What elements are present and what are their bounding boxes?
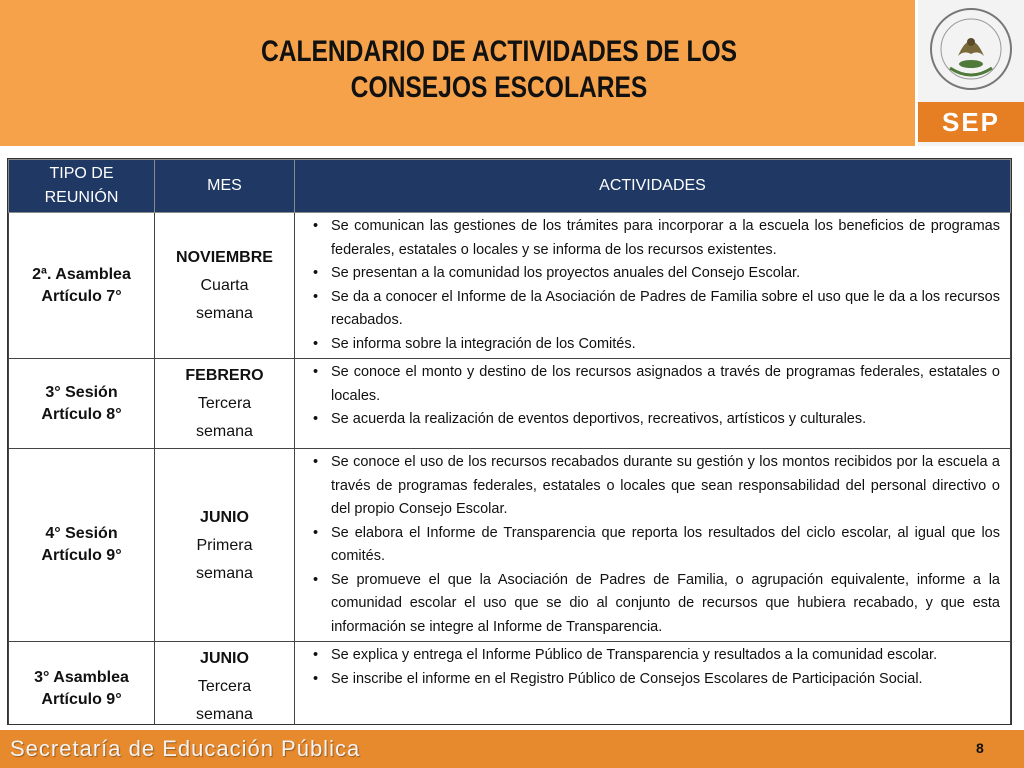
mes-label: FEBRERO [185,367,264,384]
semana-label: Tercera [197,678,252,695]
actividades-cell [295,449,1011,642]
tipo-label: 3° Sesión [45,383,118,401]
actividades-cell [295,359,1011,449]
activity-item: • Se informa sobre la integración de los Comités. [331,333,1000,357]
page-number: 8 [976,740,984,756]
articulo-label: Artículo 9° [41,547,122,564]
mes-label: JUNIO [200,650,249,667]
activity-item: • Se elabora el Informe de Transparencia que reporta los resultados del ciclo escolar, al igual que los comités. [331,522,1000,569]
national-seal-icon [928,6,1014,92]
sep-logo-text: SEP [918,102,1024,142]
articulo-label: Artículo 7° [41,287,122,305]
mes-cell [155,359,295,449]
column-header-actividades: ACTIVIDADES [295,160,1011,213]
activity-item: • Se presentan a la comunidad los proyectos anuales del Consejo Escolar. [331,262,1000,286]
mes-label: JUNIO [200,508,249,526]
tipo-cell [9,359,155,449]
table-row [9,359,1011,449]
semana-label: Cuarta [200,277,249,294]
activity-item: • Se conoce el uso de los recursos recabados durante su gestión y los montos recibidos por la escuela a través de programas federales, estatales o locales que sean responsabilidad del personal directivo o del propio Consejo Escolar. [331,451,1000,522]
tipo-label: 3° Asamblea [34,668,129,686]
mes-cell [155,213,295,359]
sep-logo [918,0,1024,146]
articulo-label: Artículo 8° [41,405,122,423]
articulo-label: Artículo 9° [41,690,122,708]
mes-label: NOVIEMBRE [176,249,273,266]
footer-institution-name: Secretaría de Educación Pública [10,736,361,761]
activities-table [7,158,1012,725]
title-line-1: CALENDARIO DE ACTIVIDADES DE LOS [260,35,738,68]
footer-bar [0,730,1024,768]
activity-item: • Se explica y entrega el Informe Público de Transparencia y resultados a la comunidad escolar. [331,644,1000,668]
semana-label: semana [196,423,253,440]
table-row [9,642,1011,726]
activity-item: • Se da a conocer el Informe de la Asociación de Padres de Familia sobre el uso que le da a los recursos recabados. [331,286,1000,333]
title-line-2: CONSEJOS ESCOLARES [350,71,648,104]
table-row [9,213,1011,359]
semana-label: Tercera [197,395,252,412]
semana-label: semana [196,564,253,582]
actividades-cell [295,213,1011,359]
semana-label: Primera [196,536,253,554]
mes-cell [155,449,295,642]
column-header-mes: MES [155,160,295,213]
activity-item: • Se promueve el que la Asociación de Padres de Familia, o agrupación equivalente, informe a la comunidad escolar el uso que se dio al conjunto de recursos que hubiera recabado, y que esta información se integre al Informe de Transparencia. [331,569,1000,640]
table-row [9,449,1011,642]
activity-item: • Se acuerda la realización de eventos deportivos, recreativos, artísticos y culturales. [331,408,1000,432]
activity-item: • Se comunican las gestiones de los trámites para incorporar a la escuela los beneficios de programas federales, estatales o locales y se informa de los recursos existentes. [331,215,1000,262]
tipo-cell [9,642,155,726]
activity-item: • Se inscribe el informe en el Registro Público de Consejos Escolares de Participación Social. [331,668,1000,692]
mes-cell [155,642,295,726]
tipo-cell [9,449,155,642]
page-title [90,34,908,106]
tipo-label: 2ª. Asamblea [32,265,131,283]
activity-item: • Se conoce el monto y destino de los recursos asignados a través de programas federales, estatales o locales. [331,361,1000,408]
tipo-cell [9,213,155,359]
tipo-label: 4° Sesión [45,525,118,542]
actividades-cell [295,642,1011,726]
title-banner [0,0,915,146]
table-header-row [9,160,1011,213]
column-header-tipo: TIPO DE REUNIÓN [9,160,155,213]
semana-label: semana [196,706,253,723]
semana-label: semana [196,305,253,322]
